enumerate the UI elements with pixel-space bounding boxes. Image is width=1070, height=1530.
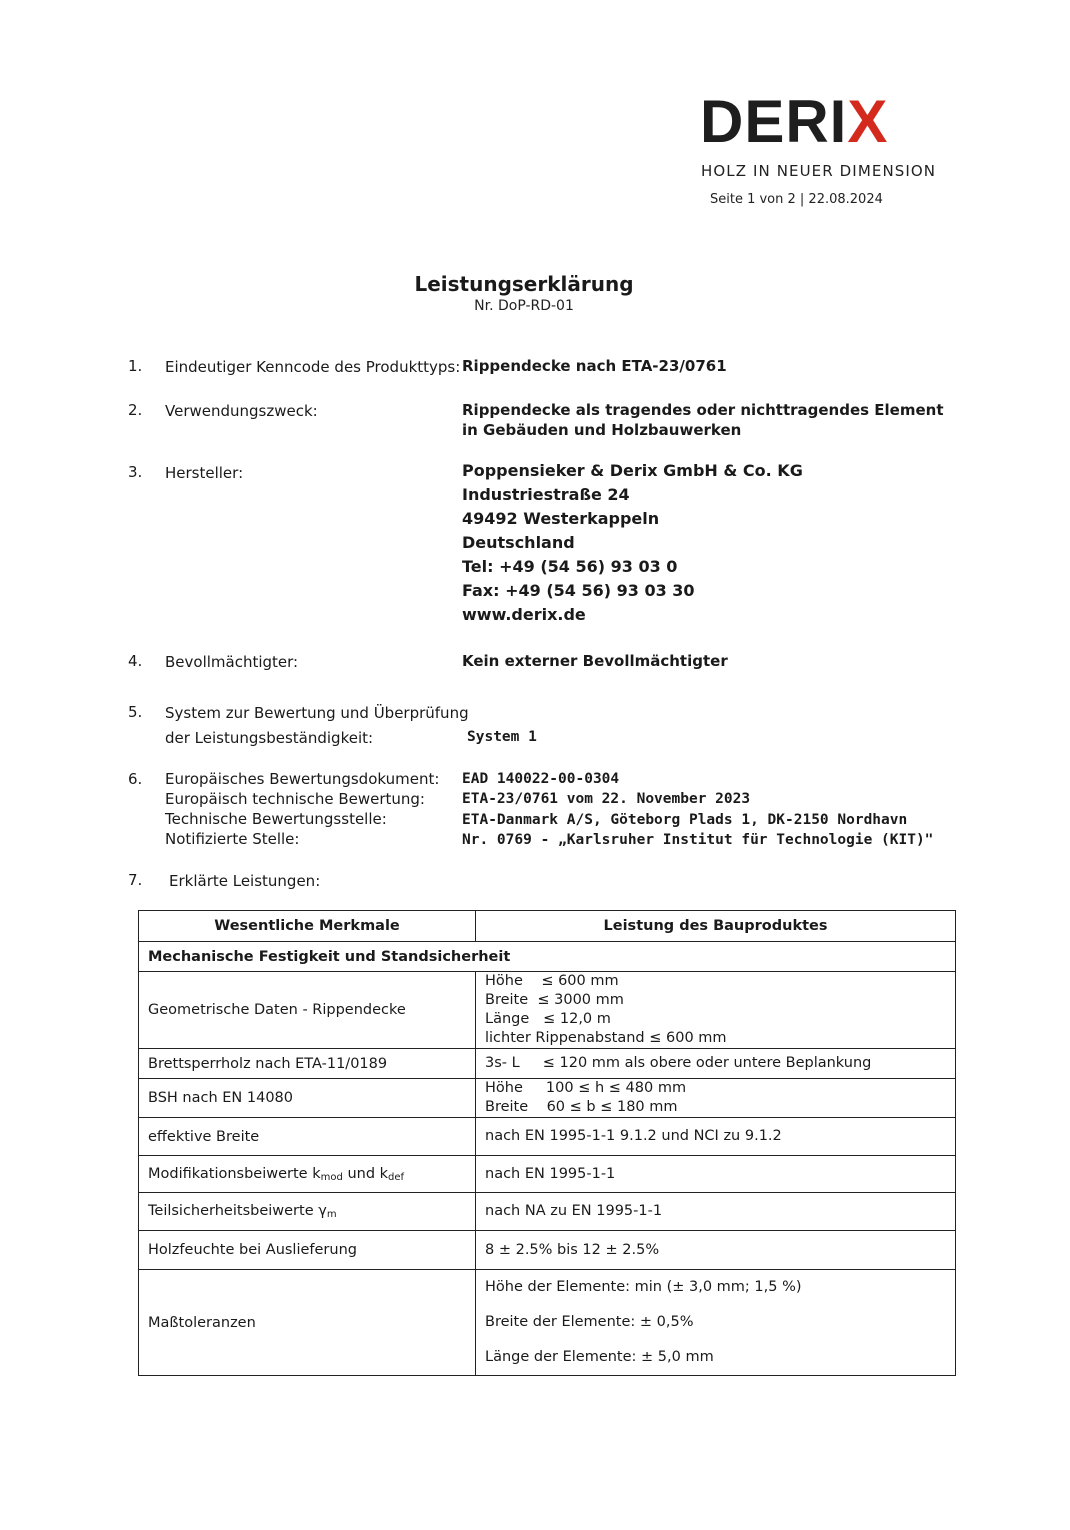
- logo-x-text: X: [847, 88, 889, 155]
- item-2-value: [462, 400, 944, 440]
- item-6-value-line: ETA-Danmark A/S, Göteborg Plads 1, DK-2150 Nordhavn: [462, 811, 908, 828]
- manufacturer-fax: Fax: +49 (54 56) 93 03 30: [462, 581, 695, 600]
- page-info: Seite 1 von 2 | 22.08.2024: [710, 192, 883, 207]
- performance-line: 8 ± 2.5% bis 12 ± 2.5%: [485, 1241, 660, 1258]
- subscript-text: m: [326, 1209, 337, 1220]
- performance-line: Breite ≤ 3000 mm: [485, 992, 624, 1008]
- derix-logo: [700, 88, 889, 155]
- table-header-cell: Leistung des Bauproduktes: [476, 911, 956, 942]
- feature-cell: [139, 1193, 476, 1231]
- performance-line: Länge ≤ 12,0 m: [485, 1011, 611, 1027]
- subscript-text: def: [388, 1171, 405, 1183]
- item-6-value-line: Nr. 0769 - „Karlsruher Institut für Technologie (KIT)": [462, 831, 934, 848]
- feature-text: Modifikationsbeiwerte k: [148, 1165, 321, 1182]
- item-2-label: Verwendungszweck:: [165, 402, 318, 420]
- item-6-value-line: EAD 140022-00-0304: [462, 771, 620, 787]
- feature-text: und k: [342, 1165, 389, 1182]
- performance-cell: [476, 1193, 956, 1231]
- performance-cell: [476, 1079, 956, 1118]
- manufacturer-country: Deutschland: [462, 533, 575, 552]
- item-5-number: 5.: [128, 703, 143, 721]
- performance-line: lichter Rippenabstand ≤ 600 mm: [485, 1030, 727, 1046]
- performance-cell: [476, 1049, 956, 1079]
- document-number: Nr. DoP-RD-01: [474, 298, 574, 314]
- logo-main-text: DERI: [700, 88, 848, 155]
- item-5-label: [165, 701, 469, 751]
- manufacturer-street: Industriestraße 24: [462, 485, 630, 504]
- table-section-row: [139, 942, 956, 972]
- table-row: [139, 1079, 956, 1118]
- item-3-number: 3.: [128, 463, 143, 481]
- logo-tagline: HOLZ IN NEUER DIMENSION: [701, 162, 937, 180]
- performance-cell: [476, 1231, 956, 1270]
- performance-cell: [476, 972, 956, 1049]
- feature-cell: BSH nach EN 14080: [139, 1079, 476, 1118]
- item-6-values: [462, 769, 933, 850]
- item-5-label-line: System zur Bewertung und Überprüfung: [165, 704, 469, 722]
- manufacturer-website: www.derix.de: [462, 605, 586, 624]
- performance-line: 3s- L ≤ 120 mm als obere oder untere Beplankung: [485, 1055, 872, 1071]
- feature-cell: Geometrische Daten - Rippendecke: [139, 972, 476, 1049]
- item-6-labels: [165, 769, 439, 849]
- performance-line: Breite 60 ≤ b ≤ 180 mm: [485, 1099, 678, 1115]
- item-6-label-line: Technische Bewertungsstelle:: [165, 810, 387, 828]
- item-4-number: 4.: [128, 652, 143, 670]
- item-1-label: Eindeutiger Kenncode des Produkttyps:: [165, 358, 461, 376]
- table-row: [139, 1193, 956, 1231]
- performance-cell: [476, 1118, 956, 1156]
- performance-line: Höhe der Elemente: min (± 3,0 mm; 1,5 %): [485, 1279, 802, 1295]
- item-2-value-line: Rippendecke als tragendes oder nichttragendes Element: [462, 401, 944, 419]
- subscript-text: mod: [320, 1171, 343, 1183]
- performance-table: [138, 910, 956, 1376]
- table-row: [139, 1156, 956, 1193]
- document-title: Leistungserklärung: [414, 272, 634, 296]
- manufacturer-name: Poppensieker & Derix GmbH & Co. KG: [462, 461, 803, 480]
- performance-line: Breite der Elemente: ± 0,5%: [485, 1314, 694, 1330]
- feature-cell: effektive Breite: [139, 1118, 476, 1156]
- manufacturer-address: [462, 459, 803, 627]
- manufacturer-city: 49492 Westerkappeln: [462, 509, 660, 528]
- performance-line: nach EN 1995-1-1 9.1.2 und NCI zu 9.1.2: [485, 1128, 782, 1144]
- item-5-value: System 1: [467, 729, 537, 745]
- table-header-cell: Wesentliche Merkmale: [139, 911, 476, 942]
- performance-cell: [476, 1156, 956, 1193]
- item-7-number: 7.: [128, 871, 143, 889]
- manufacturer-phone: Tel: +49 (54 56) 93 03 0: [462, 557, 678, 576]
- feature-cell: Holzfeuchte bei Auslieferung: [139, 1231, 476, 1270]
- item-6-label-line: Notifizierte Stelle:: [165, 830, 300, 848]
- feature-cell: [139, 1156, 476, 1193]
- feature-cell: Maßtoleranzen: [139, 1270, 476, 1376]
- item-2-number: 2.: [128, 401, 143, 419]
- item-6-value-line: ETA-23/0761 vom 22. November 2023: [462, 791, 751, 808]
- item-1-number: 1.: [128, 357, 143, 375]
- item-7-label: Erklärte Leistungen:: [169, 872, 321, 890]
- feature-cell: Brettsperrholz nach ETA-11/0189: [139, 1049, 476, 1079]
- performance-line: nach EN 1995-1-1: [485, 1165, 616, 1182]
- performance-cell: [476, 1270, 956, 1376]
- table-row: [139, 1231, 956, 1270]
- item-2-value-line: in Gebäuden und Holzbauwerken: [462, 421, 742, 439]
- table-row: [139, 972, 956, 1049]
- item-6-label-line: Europäisches Bewertungsdokument:: [165, 770, 440, 788]
- performance-line: nach NA zu EN 1995-1-1: [485, 1203, 663, 1219]
- item-3-label: Hersteller:: [165, 464, 244, 482]
- item-4-value: Kein externer Bevollmächtigter: [462, 652, 728, 670]
- item-6-label-line: Europäisch technische Bewertung:: [165, 790, 425, 808]
- performance-line: Höhe ≤ 600 mm: [485, 973, 619, 989]
- item-5-label-line: der Leistungsbeständigkeit:: [165, 729, 374, 747]
- performance-line: Länge der Elemente: ± 5,0 mm: [485, 1349, 714, 1365]
- item-4-label: Bevollmächtigter:: [165, 653, 299, 671]
- table-row: [139, 1049, 956, 1079]
- item-1-value: Rippendecke nach ETA-23/0761: [462, 357, 727, 375]
- table-row: [139, 1118, 956, 1156]
- performance-line: Höhe 100 ≤ h ≤ 480 mm: [485, 1080, 687, 1096]
- table-section-title: Mechanische Festigkeit und Standsicherheit: [139, 942, 956, 972]
- table-row: [139, 1270, 956, 1376]
- item-6-number: 6.: [128, 770, 143, 788]
- feature-text: Teilsicherheitsbeiwerte γ: [148, 1203, 327, 1219]
- table-header-row: [139, 911, 956, 942]
